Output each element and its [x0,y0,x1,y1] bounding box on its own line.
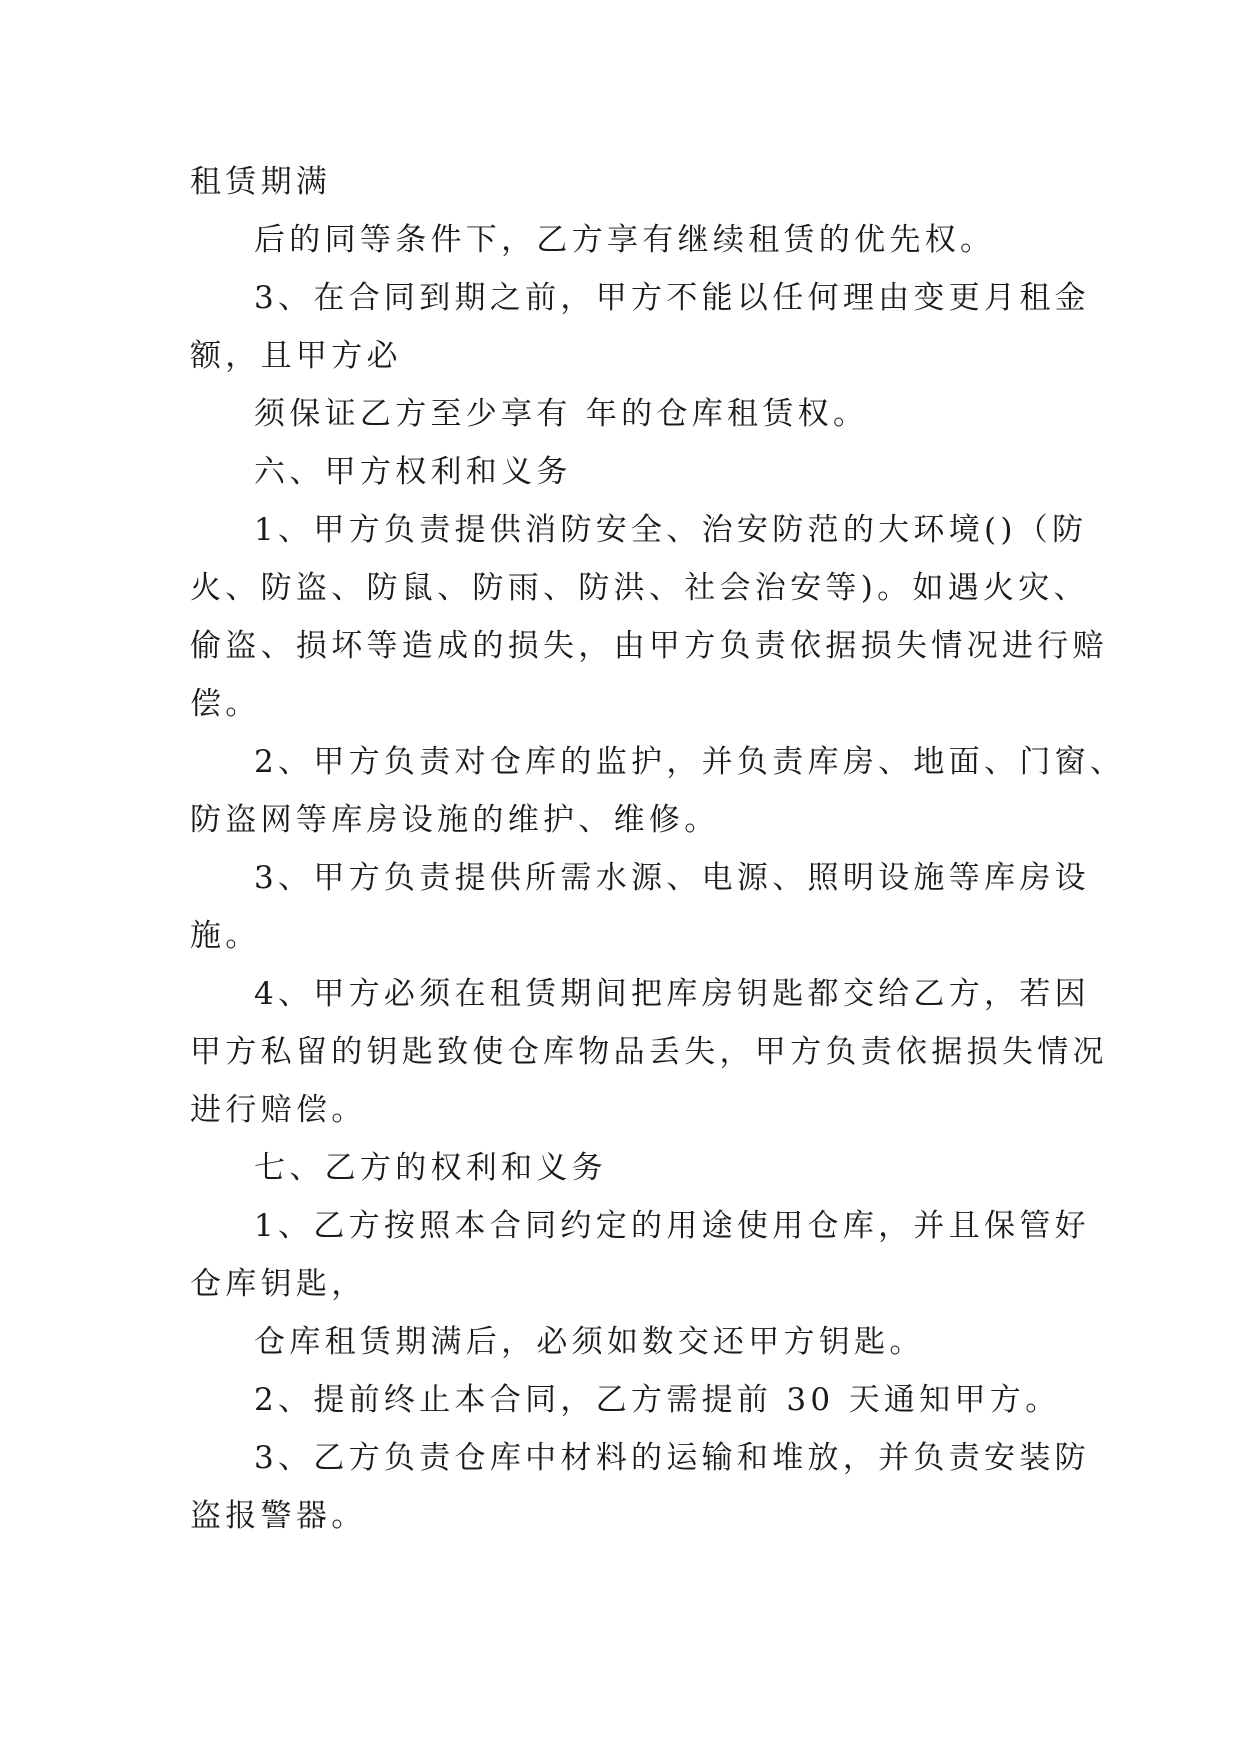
text-line: 火、防盗、防鼠、防雨、防洪、社会治安等)。如遇火灾、 [190,570,1089,606]
text-line: 3、甲方负责提供所需水源、电源、照明设施等库房设 [254,860,1090,896]
text-line: 4、甲方必须在租赁期间把库房钥匙都交给乙方，若因 [254,976,1090,1012]
text-line: 仓库钥匙， [190,1266,367,1302]
text-line: 甲方私留的钥匙致使仓库物品丢失，甲方负责依据损失情况 [190,1034,1108,1070]
text-line: 额，且甲方必 [190,338,402,374]
text-line: 仓库租赁期满后，必须如数交还甲方钥匙。 [254,1324,925,1360]
text-line: 须保证乙方至少享有 年的仓库租赁权。 [254,396,869,432]
text-line: 盗报警器。 [190,1498,367,1534]
text-line: 2、甲方负责对仓库的监护，并负责库房、地面、门窗、 [254,744,1126,780]
text-line: 偿。 [190,686,261,722]
section-heading: 七、乙方的权利和义务 [254,1150,607,1186]
text-line: 1、甲方负责提供消防安全、治安防范的大环境()（防 [254,512,1088,548]
text-line: 后的同等条件下，乙方享有继续租赁的优先权。 [254,222,996,258]
text-line: 3、在合同到期之前，甲方不能以任何理由变更月租金 [254,280,1090,316]
section-heading: 六、甲方权利和义务 [254,454,572,490]
text-line: 偷盗、损坏等造成的损失，由甲方负责依据损失情况进行赔 [190,628,1108,664]
text-line: 3、乙方负责仓库中材料的运输和堆放，并负责安装防 [254,1440,1090,1476]
text-line: 进行赔偿。 [190,1092,367,1128]
text-line: 2、提前终止本合同，乙方需提前 30 天通知甲方。 [254,1382,1061,1418]
text-line: 施。 [190,918,261,954]
text-line: 1、乙方按照本合同约定的用途使用仓库，并且保管好 [254,1208,1090,1244]
text-line: 防盗网等库房设施的维护、维修。 [190,802,720,838]
text-line: 租赁期满 [190,164,332,200]
